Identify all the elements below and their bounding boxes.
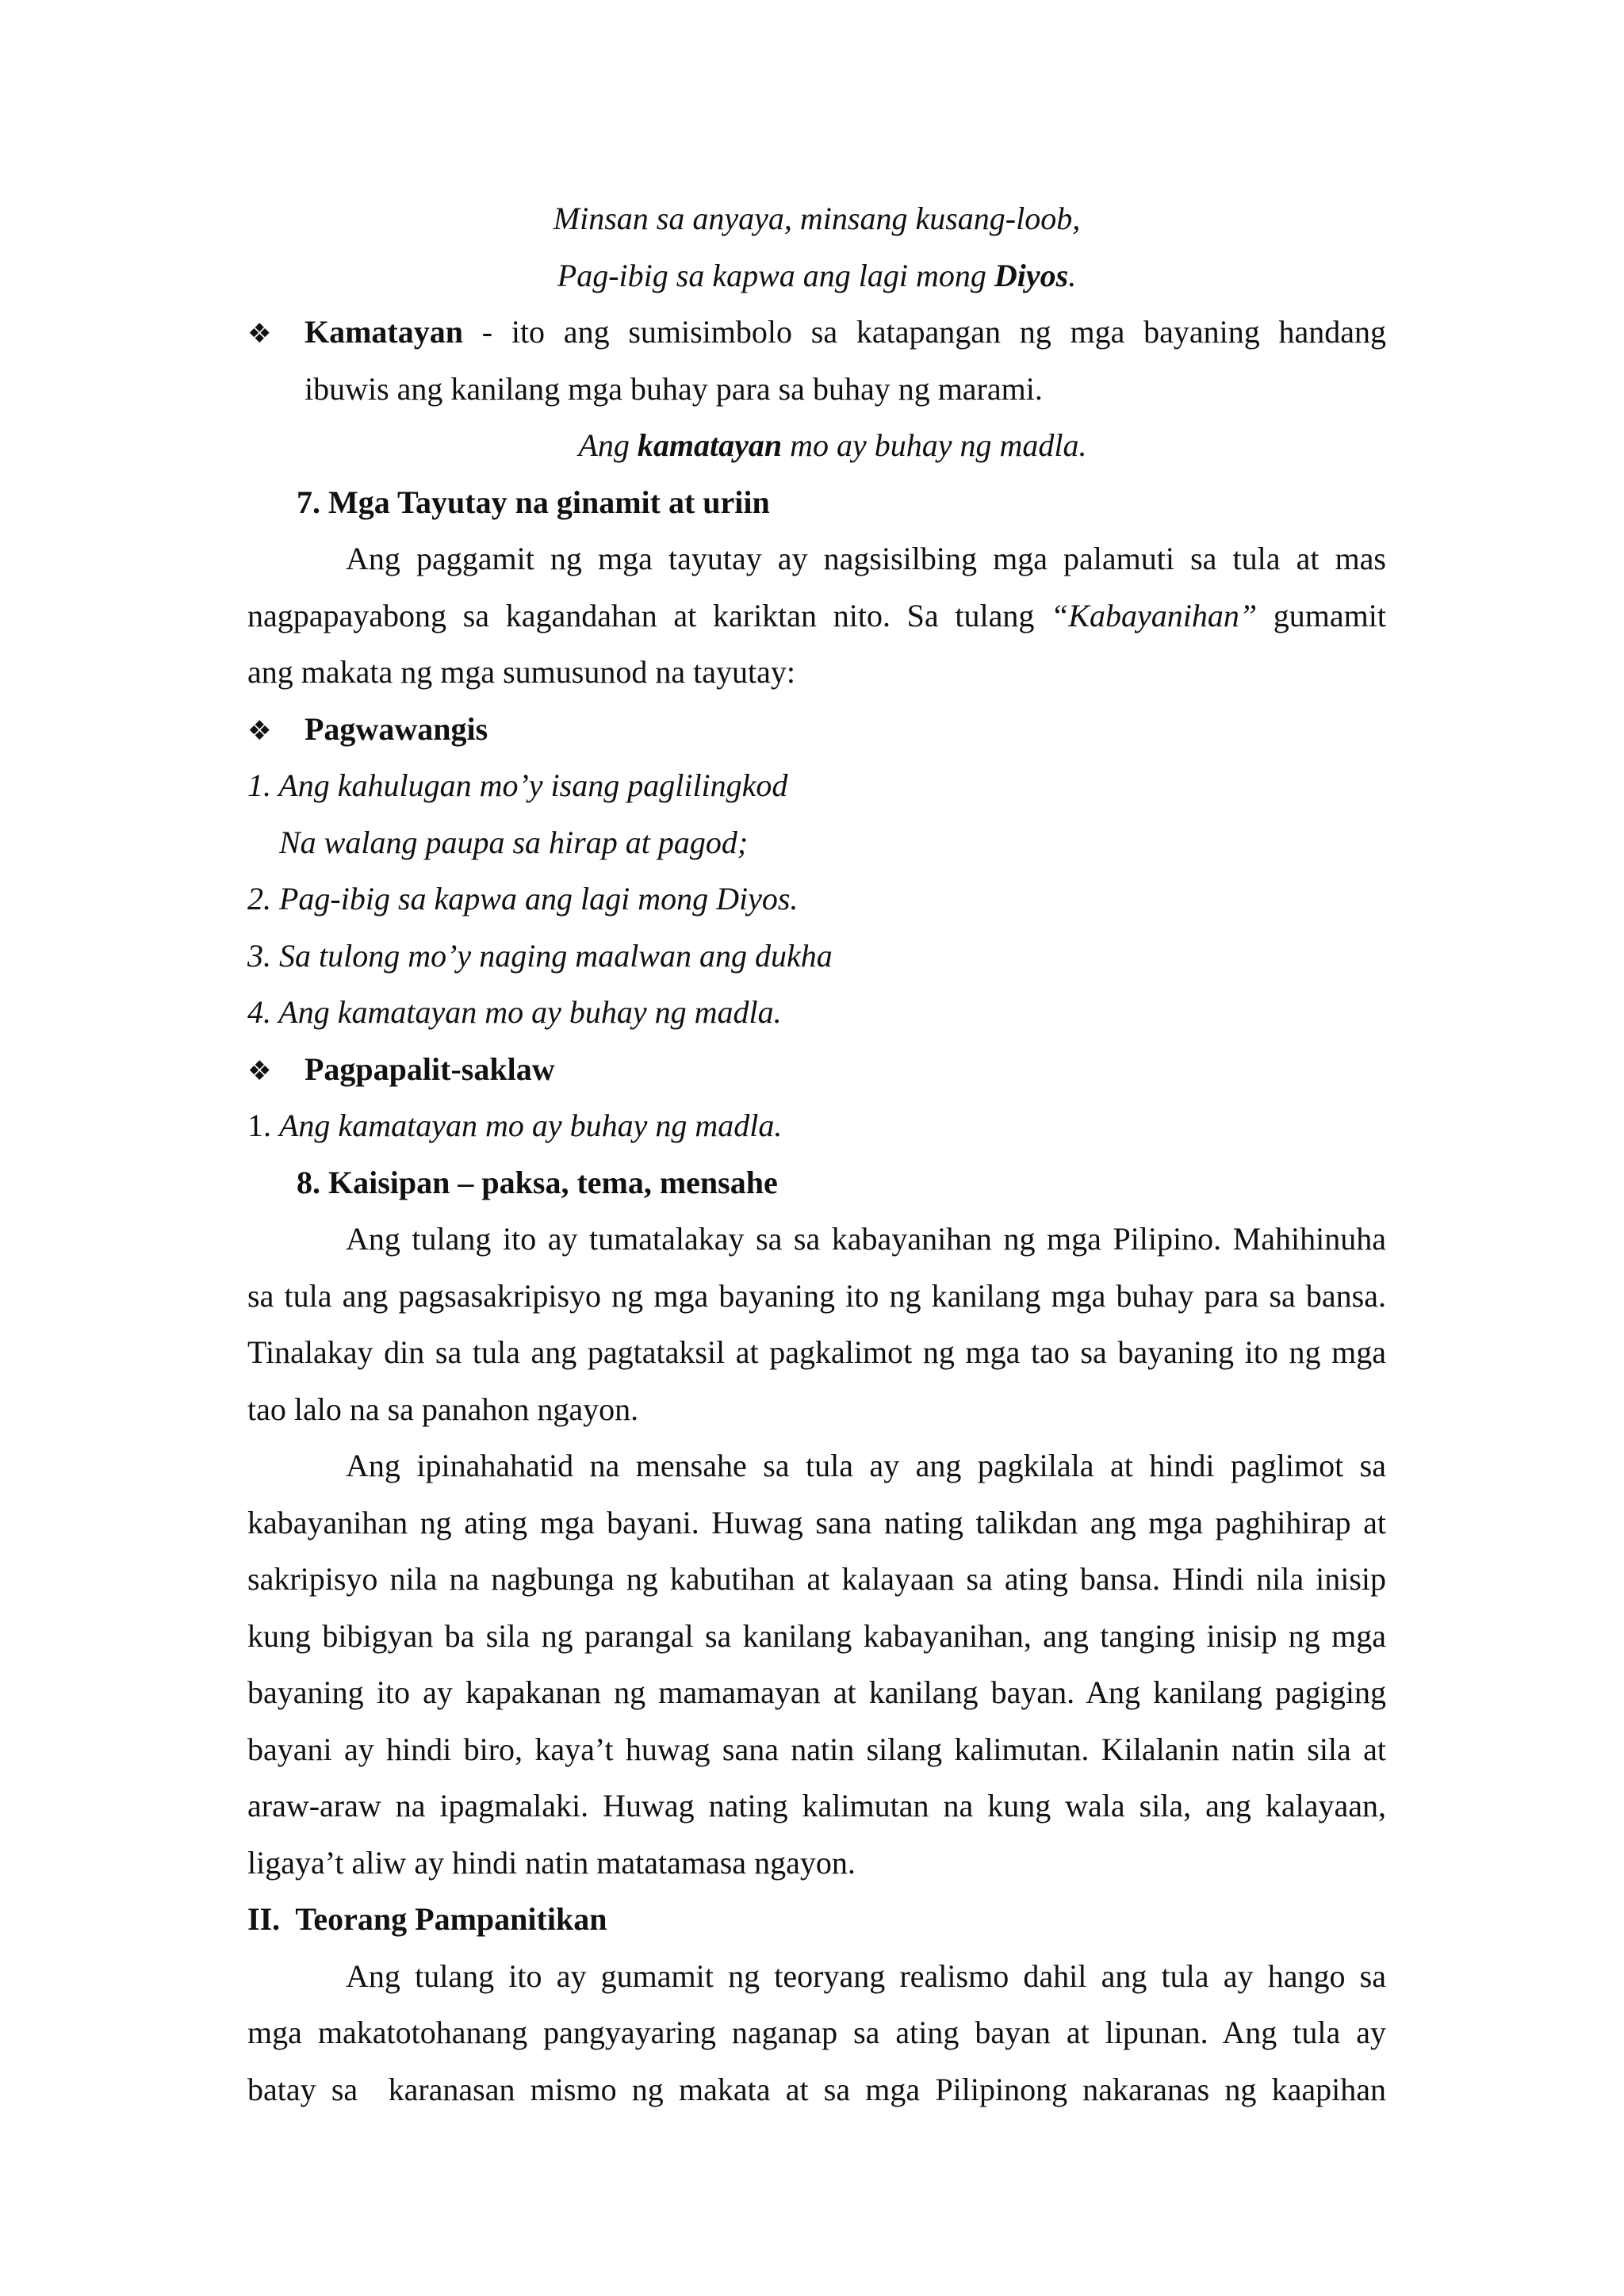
example-text: Ang kamatayan mo ay buhay ng madla. bbox=[279, 1108, 783, 1143]
verse-emphasis: Diyos bbox=[994, 257, 1069, 293]
section-heading: II. Teorang Pampanitikan bbox=[247, 1901, 607, 1937]
verse-line: Minsan sa anyaya, minsang kusang-loob, bbox=[553, 201, 1081, 236]
bullet-label: Pagwawangis bbox=[304, 710, 488, 747]
verse-emphasis: kamatayan bbox=[637, 427, 783, 463]
bullet-item-pagwawangis bbox=[247, 701, 1386, 758]
paragraph-line: Tinalakay din sa tula ang pagtataksil at pagkalimot ng mga tao sa bayaning ito ng mga bbox=[247, 1334, 1386, 1370]
verse-text: . bbox=[1068, 257, 1077, 293]
verse-line bbox=[247, 247, 1386, 304]
paragraph-line: bayani ay hindi biro, kaya’t huwag sana natin silang kalimutan. Kilalanin natin sila at bbox=[247, 1731, 1386, 1767]
paragraph-line: mga makatotohanang pangyayaring naganap sa ating bayan at lipunan. Ang tula ay bbox=[247, 2015, 1386, 2050]
example-line: Na walang paupa sa hirap at pagod; bbox=[279, 824, 749, 860]
poem-title: “Kabayanihan” bbox=[1051, 597, 1258, 633]
example-number: 1. bbox=[247, 1108, 279, 1143]
bullet-item-pagpapalit-saklaw bbox=[247, 1041, 1386, 1098]
paragraph-line: kabayanihan ng ating mga bayani. Huwag sana nating talikdan ang mga paghihirap at bbox=[247, 1504, 1386, 1540]
paragraph-line: sakripisyo nila na nagbunga ng kabutihan at kalayaan sa ating bansa. Hindi nila inisip bbox=[247, 1561, 1386, 1597]
verse-text: Ang bbox=[578, 427, 638, 463]
paragraph-line: ang makata ng mga sumusunod na tayutay: bbox=[247, 654, 795, 690]
paragraph-line: tao lalo na sa panahon ngayon. bbox=[247, 1391, 639, 1427]
bullet-item-kamatayan bbox=[247, 304, 1386, 361]
paragraph-line: Ang paggamit ng mga tayutay ay nagsisilbing mga palamuti sa tula at mas bbox=[346, 541, 1386, 576]
example-line: 2. Pag-ibig sa kapwa ang lagi mong Diyos. bbox=[247, 881, 799, 916]
paragraph-line: batay sa karanasan mismo ng makata at sa mga Pilipinong nakaranas ng kaapihan bbox=[247, 2071, 1386, 2107]
paragraph-line: kung bibigyan ba sila ng parangal sa kanilang kabayanihan, ang tanging inisip ng mga bbox=[247, 1617, 1386, 1654]
verse-line bbox=[247, 417, 1386, 474]
bullet-text-continued: ibuwis ang kanilang mga buhay para sa buhay ng marami. bbox=[304, 370, 1043, 407]
paragraph-line bbox=[247, 587, 1386, 645]
paragraph-line: araw-araw na ipagmalaki. Huwag nating kalimutan na kung wala sila, ang kalayaan, bbox=[247, 1788, 1386, 1823]
example-line bbox=[247, 1097, 1386, 1154]
paragraph-line: bayaning ito ay kapakanan ng mamamayan at kanilang bayan. Ang kanilang pagiging bbox=[247, 1674, 1386, 1710]
paragraph-text: nagpapayabong sa kagandahan at kariktan nito. Sa tulang bbox=[247, 597, 1051, 633]
example-line: 3. Sa tulong mo’y naging maalwan ang dukha bbox=[247, 937, 833, 974]
paragraph-text: gumamit bbox=[1257, 597, 1386, 633]
bullet-term: Kamatayan bbox=[304, 314, 463, 350]
section-heading: 7. Mga Tayutay na ginamit at uriin bbox=[297, 484, 770, 520]
paragraph-line: Ang tulang ito ay tumatalakay sa sa kabayanihan ng mga Pilipino. Mahihinuha bbox=[346, 1221, 1386, 1257]
bullet-label: Pagpapalit-saklaw bbox=[304, 1050, 555, 1087]
example-line: 1. Ang kahulugan mo’y isang paglilingkod bbox=[247, 767, 788, 803]
example-line: 4. Ang kamatayan mo ay buhay ng madla. bbox=[247, 994, 782, 1030]
paragraph-line: sa tula ang pagsasakripisyo ng mga bayaning ito ng kanilang mga buhay para sa bansa. bbox=[247, 1277, 1386, 1314]
verse-text: Pag-ibig sa kapwa ang lagi mong bbox=[557, 257, 994, 293]
diamond-bullet-icon: ❖ bbox=[247, 714, 272, 747]
section-heading: 8. Kaisipan – paksa, tema, mensahe bbox=[297, 1164, 778, 1200]
verse-text: mo ay buhay ng madla. bbox=[782, 427, 1087, 463]
paragraph-line: Ang tulang ito ay gumamit ng teoryang realismo dahil ang tula ay hango sa bbox=[346, 1957, 1386, 1994]
paragraph-line: ligaya’t aliw ay hindi natin matatamasa ngayon. bbox=[247, 1844, 856, 1881]
bullet-text: - ito ang sumisimbolo sa katapangan ng mga bayaning handang bbox=[463, 314, 1386, 350]
diamond-bullet-icon: ❖ bbox=[247, 318, 272, 350]
paragraph-line: Ang ipinahahatid na mensahe sa tula ay ang pagkilala at hindi paglimot sa bbox=[346, 1448, 1386, 1483]
diamond-bullet-icon: ❖ bbox=[247, 1054, 272, 1087]
